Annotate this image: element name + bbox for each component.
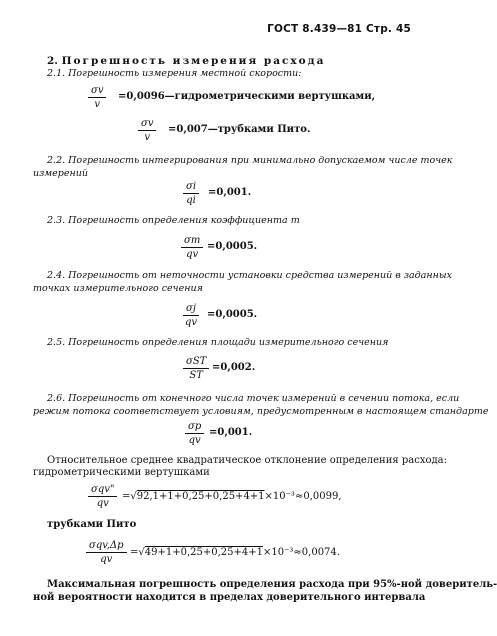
fraction-numerator: σv — [88, 85, 106, 98]
fraction-sigma-j — [183, 303, 199, 328]
equation-tail: ×10⁻³≈0,0074. — [263, 547, 340, 558]
fraction-sigma-p — [185, 421, 204, 446]
fraction-sigma-i — [183, 181, 199, 206]
fraction-sigma-s — [183, 356, 209, 381]
paragraph-2-5-title: 2.5. Погрешность определения площади измерительного сечения — [47, 337, 389, 348]
fraction-numerator: σqv" — [88, 484, 117, 497]
fraction-denominator: v — [94, 99, 101, 110]
equation-tail: ×10⁻³≈0,0099, — [264, 491, 342, 502]
fraction-numerator: σi — [183, 181, 199, 194]
fraction-denominator: qv — [186, 249, 199, 260]
equation-value: =0,002. — [212, 362, 256, 373]
radicand: 49+1+0,25+0,25+4+1 — [144, 547, 264, 558]
fraction-denominator: qi — [186, 195, 196, 206]
paragraph-2-2-line1: 2.2. Погрешность интегрирования при минимально допускаемом числе точек — [47, 155, 453, 166]
fraction-sigma-qv-vert — [88, 484, 117, 509]
equation-value: =0,001. — [208, 187, 252, 198]
fraction-denominator: qv — [100, 554, 113, 565]
fraction-denominator: qv — [184, 317, 197, 328]
equation-value: =0,0005. — [207, 309, 258, 320]
paragraph-2-6-line1: 2.6. Погрешность от конечного числа точек измерений в сечении потока, если — [47, 393, 460, 404]
paragraph-2-4-line2: точках измерительного сечения — [33, 283, 203, 294]
equation-value: =0,007—трубками Пито. — [168, 124, 311, 135]
paragraph-2-4-line1: 2.4. Погрешность от неточности установки средства измерений в заданных — [47, 270, 452, 281]
paragraph-2-6-line2: режим потока соответствует условиям, предусмотренным в настоящем стандарте — [33, 406, 489, 417]
final-line2: ной вероятности находится в пределах доверительного интервала — [33, 592, 426, 603]
fraction-denominator: ST — [189, 370, 203, 381]
page-header: ГОСТ 8.439—81 Стр. 45 — [267, 23, 411, 35]
final-line1: Максимальная погрешность определения расхода при 95%-ной доверитель- — [47, 579, 497, 590]
fraction-numerator: σp — [185, 421, 204, 434]
radicand: 92,1+1+0,25+0,25+4+1 — [136, 491, 265, 502]
relative-deviation-line2: гидрометрическими вертушками — [33, 467, 210, 478]
fraction-sigma-m — [181, 235, 203, 260]
fraction-sigma-qv-pito — [86, 540, 127, 565]
fraction-sigma-v-1 — [88, 85, 106, 110]
paragraph-2-1-title: 2.1. Погрешность измерения местной скорости: — [47, 68, 302, 79]
fraction-denominator: qv — [188, 435, 201, 446]
fraction-numerator: σj — [183, 303, 199, 316]
section-number: 2. — [47, 55, 58, 67]
fraction-denominator: qv — [96, 498, 109, 509]
equation-value: =0,001. — [209, 427, 253, 438]
section-title: Погрешность измерения расхода — [61, 55, 326, 67]
pito-label: трубками Пито — [47, 519, 137, 530]
equation-pito: =√49+1+0,25+0,25+4+1×10⁻³≈0,0074. — [130, 547, 340, 558]
paragraph-2-3-title: 2.3. Погрешность определения коэффициента m — [47, 215, 300, 226]
equation-vertushki: =√92,1+1+0,25+0,25+4+1×10⁻³≈0,0099, — [122, 491, 342, 502]
relative-deviation-line1: Относительное среднее квадратическое отклонение определения расхода: — [47, 455, 447, 466]
equation-value: =0,0096—гидрометрическими вертушками, — [118, 91, 376, 102]
fraction-numerator: σv — [138, 118, 156, 131]
fraction-numerator: σST — [183, 356, 209, 369]
paragraph-2-2-line2: измерений — [33, 168, 88, 179]
fraction-numerator: σm — [181, 235, 203, 248]
fraction-sigma-v-2 — [138, 118, 156, 143]
section-heading — [47, 55, 325, 67]
fraction-denominator: v — [144, 132, 151, 143]
fraction-numerator: σqv,Δp — [86, 540, 127, 553]
equation-value: =0,0005. — [207, 241, 258, 252]
